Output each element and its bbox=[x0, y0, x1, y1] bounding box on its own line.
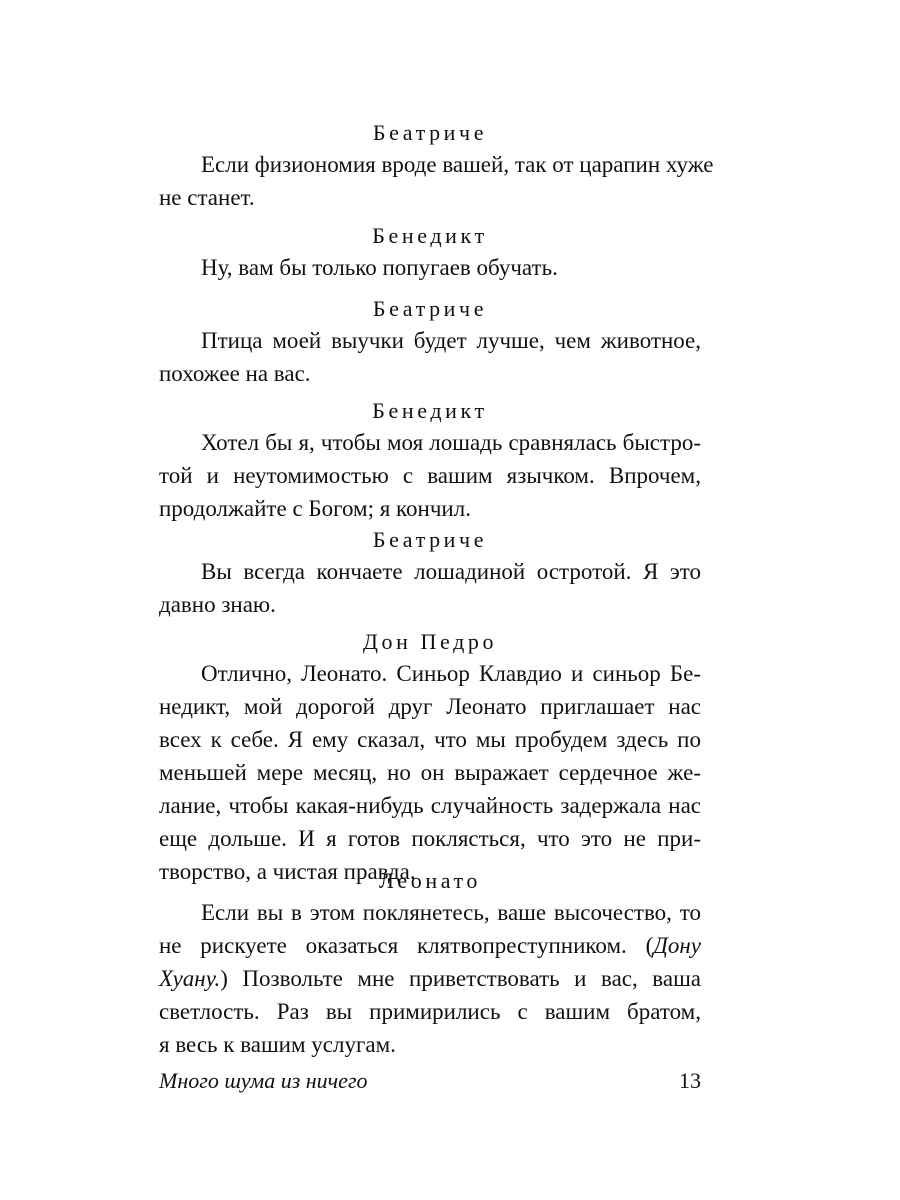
speaker-name: Бенедикт bbox=[372, 398, 488, 423]
page-number: 13 bbox=[679, 1068, 701, 1093]
dialogue-block bbox=[159, 118, 714, 214]
speech-line: Если вы в этом поклянетесь, ваше высочество, то bbox=[201, 900, 701, 925]
speech-line: еще дольше. И я готов поклясться, что это не при- bbox=[159, 826, 701, 851]
dialogue-block bbox=[159, 396, 701, 525]
speaker-name: Беатриче bbox=[372, 120, 488, 145]
speech-line: той и неутомимостью с вашим язычком. Впрочем, bbox=[159, 463, 701, 488]
speaker-name: Беатриче bbox=[372, 296, 488, 321]
speech-line: творство, а чистая правда. bbox=[159, 859, 416, 884]
speech-text: ) Позвольте мне приветствовать и вас, ваша bbox=[220, 966, 701, 991]
stage-direction: Дону bbox=[653, 933, 701, 958]
speech-line: меньшей мере месяц, но он выражает сердечное же- bbox=[159, 760, 701, 785]
dialogue-block bbox=[159, 627, 701, 888]
book-title: Много шума из ничего bbox=[159, 1068, 368, 1093]
speech-line: я весь к вашим услугам. bbox=[159, 1032, 396, 1057]
speech-line: похожее на вас. bbox=[159, 361, 311, 386]
dialogue-block bbox=[159, 221, 701, 284]
speech-text: не рискуете оказаться клятвопреступником. ( bbox=[159, 933, 654, 958]
speech-line: светлость. Раз вы примирились с вашим братом, bbox=[159, 999, 701, 1024]
dialogue-block bbox=[159, 866, 701, 1061]
speech-line: лание, чтобы какая-нибудь случайность задержала нас bbox=[159, 793, 701, 818]
speech-line: Ну, вам бы только попугаев обучать. bbox=[201, 255, 558, 280]
speech-line bbox=[159, 962, 701, 995]
speaker-name: Бенедикт bbox=[372, 223, 488, 248]
speech-line: Птица моей выучки будет лучше, чем животное, bbox=[201, 328, 701, 353]
stage-direction: Хуану. bbox=[159, 966, 221, 991]
speech-line: не станет. bbox=[159, 185, 255, 210]
speech-line: Вы всегда кончаете лошадиной остротой. Я это bbox=[201, 559, 701, 584]
speaker-name: Дон Педро bbox=[362, 629, 498, 654]
speech-line: Отлично, Леонато. Синьор Клавдио и синьор Бе- bbox=[201, 661, 701, 686]
speaker-name: Беатриче bbox=[372, 527, 488, 552]
dialogue-block bbox=[159, 525, 701, 621]
speech-line: всех к себе. Я ему сказал, что мы пробудем здесь по bbox=[159, 727, 701, 752]
speech-line: Если физиономия вроде вашей, так от царапин хуже bbox=[201, 152, 714, 177]
speech-line: продолжайте с Богом; я кончил. bbox=[159, 496, 471, 521]
speech-line: недикт, мой дорогой друг Леонато приглашает нас bbox=[159, 694, 701, 719]
speaker-name: Леонато bbox=[378, 868, 482, 893]
speech-line: Хотел бы я, чтобы моя лошадь сравнялась быстро- bbox=[201, 430, 701, 455]
page-footer bbox=[159, 1066, 701, 1096]
dialogue-block bbox=[159, 294, 701, 390]
speech-line bbox=[159, 929, 701, 962]
speech-line: давно знаю. bbox=[159, 592, 276, 617]
